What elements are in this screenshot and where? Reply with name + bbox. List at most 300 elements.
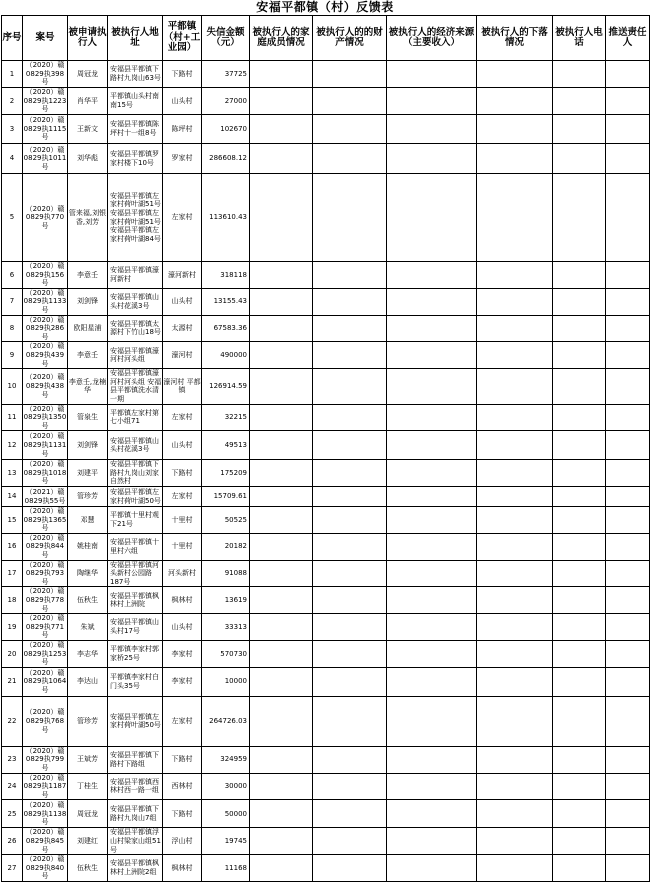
family-cell	[250, 533, 313, 560]
family-cell	[250, 746, 313, 773]
header-responsible: 推送责任人	[606, 16, 650, 61]
whereabouts-cell	[477, 640, 553, 667]
respondent-address: 安福县平都镇下路村下路组	[108, 746, 163, 773]
feedback-table	[1, 15, 650, 882]
property-cell	[313, 115, 387, 144]
table-row	[2, 773, 650, 800]
respondent-address: 安福县平都镇山头村17号	[108, 614, 163, 641]
table-row	[2, 61, 650, 88]
amount: 318118	[202, 262, 250, 289]
phone-cell	[553, 88, 606, 115]
respondent-name: 刘剑锋	[68, 431, 108, 460]
respondent-address: 安福县平都镇左家村荷叶湖50号	[108, 696, 163, 746]
income-cell	[387, 88, 477, 115]
income-cell	[387, 533, 477, 560]
whereabouts-cell	[477, 460, 553, 487]
responsible-cell	[606, 746, 650, 773]
case-number: （2020）赣0829执438号	[23, 369, 68, 404]
case-number: （2020）赣0829执1131号	[23, 431, 68, 460]
amount: 13619	[202, 587, 250, 614]
amount: 33313	[202, 614, 250, 641]
row-no: 11	[2, 404, 23, 431]
case-number: （2020）赣0829执398号	[23, 61, 68, 88]
header-no: 序号	[2, 16, 23, 61]
table-row	[2, 746, 650, 773]
whereabouts-cell	[477, 115, 553, 144]
row-no: 19	[2, 614, 23, 641]
family-cell	[250, 61, 313, 88]
case-number: （2020）赣0829执844号	[23, 533, 68, 560]
header-village: 平都镇（村+工业园）	[163, 16, 202, 61]
phone-cell	[553, 828, 606, 855]
phone-cell	[553, 696, 606, 746]
phone-cell	[553, 640, 606, 667]
respondent-name: 李志华	[68, 640, 108, 667]
responsible-cell	[606, 315, 650, 342]
respondent-address: 安福县平都镇枫林村上洲院	[108, 587, 163, 614]
amount: 113610.43	[202, 174, 250, 262]
income-cell	[387, 560, 477, 587]
row-no: 23	[2, 746, 23, 773]
village: 下路村	[163, 800, 202, 828]
respondent-address: 安福县平都镇陈坪村十一组8号	[108, 115, 163, 144]
respondent-name: 李意壬,龙楠华	[68, 369, 108, 404]
property-cell	[313, 507, 387, 534]
row-no: 6	[2, 262, 23, 289]
table-row	[2, 115, 650, 144]
table-row	[2, 369, 650, 404]
header-income: 被执行人的经济来源（主要收入）	[387, 16, 477, 61]
amount: 50525	[202, 507, 250, 534]
header-respondent: 被申请执行人	[68, 16, 108, 61]
family-cell	[250, 115, 313, 144]
header-row	[2, 16, 650, 61]
village: 左家村	[163, 404, 202, 431]
responsible-cell	[606, 587, 650, 614]
row-no: 1	[2, 61, 23, 88]
respondent-address: 安福县平都镇西林村西一路一组	[108, 773, 163, 800]
respondent-name: 陶继华	[68, 560, 108, 587]
income-cell	[387, 460, 477, 487]
respondent-address: 安福县平都镇山头村花溪3号	[108, 288, 163, 315]
case-number: （2020）赣0829执793号	[23, 560, 68, 587]
family-cell	[250, 369, 313, 404]
responsible-cell	[606, 640, 650, 667]
property-cell	[313, 369, 387, 404]
respondent-address: 安福县平都镇河头新村公园路187号	[108, 560, 163, 587]
respondent-name: 朱斌	[68, 614, 108, 641]
respondent-address: 平都镇李家村郭家桥25号	[108, 640, 163, 667]
responsible-cell	[606, 342, 650, 369]
village: 濠河村	[163, 342, 202, 369]
income-cell	[387, 61, 477, 88]
family-cell	[250, 800, 313, 828]
village: 下路村	[163, 61, 202, 88]
income-cell	[387, 315, 477, 342]
whereabouts-cell	[477, 828, 553, 855]
respondent-address: 安福县平都镇左家村荷叶湖51号 安福县平都镇左家村荷叶湖51号 安福县平都镇左家村荷叶湖84号	[108, 174, 163, 262]
respondent-name: 伍秋生	[68, 855, 108, 882]
family-cell	[250, 487, 313, 507]
village: 十里村	[163, 533, 202, 560]
village: 陈坪村	[163, 115, 202, 144]
amount: 49513	[202, 431, 250, 460]
income-cell	[387, 369, 477, 404]
whereabouts-cell	[477, 800, 553, 828]
row-no: 27	[2, 855, 23, 882]
amount: 126914.59	[202, 369, 250, 404]
respondent-address: 安福县平都镇左家村荷叶湖50号	[108, 487, 163, 507]
case-number: （2020）赣0829执845号	[23, 828, 68, 855]
income-cell	[387, 262, 477, 289]
table-row	[2, 533, 650, 560]
respondent-address: 安福县平都镇山头村花溪3号	[108, 431, 163, 460]
row-no: 24	[2, 773, 23, 800]
village: 西林村	[163, 773, 202, 800]
property-cell	[313, 828, 387, 855]
village: 李家村	[163, 667, 202, 696]
respondent-name: 丁桂生	[68, 773, 108, 800]
amount: 286608.12	[202, 144, 250, 174]
row-no: 8	[2, 315, 23, 342]
phone-cell	[553, 855, 606, 882]
row-no: 4	[2, 144, 23, 174]
table-row	[2, 288, 650, 315]
income-cell	[387, 115, 477, 144]
family-cell	[250, 315, 313, 342]
responsible-cell	[606, 288, 650, 315]
whereabouts-cell	[477, 144, 553, 174]
responsible-cell	[606, 460, 650, 487]
respondent-address: 平都镇十里村观下21号	[108, 507, 163, 534]
property-cell	[313, 560, 387, 587]
case-number: （2020）赣0829执1253号	[23, 640, 67, 667]
family-cell	[250, 460, 313, 487]
row-no: 9	[2, 342, 23, 369]
whereabouts-cell	[477, 533, 553, 560]
amount: 37725	[202, 61, 250, 88]
property-cell	[313, 667, 387, 696]
respondent-address: 平都镇左家村第七小组71	[108, 404, 163, 431]
property-cell	[313, 746, 387, 773]
responsible-cell	[606, 115, 650, 144]
income-cell	[387, 487, 477, 507]
whereabouts-cell	[477, 174, 553, 262]
responsible-cell	[606, 614, 650, 641]
row-no: 3	[2, 115, 23, 144]
property-cell	[313, 174, 387, 262]
case-number: （2020）赣0829执1011号	[23, 144, 68, 174]
respondent-address: 平都镇李家村白门头35号	[108, 667, 163, 696]
amount: 570730	[202, 640, 250, 667]
amount: 324959	[202, 746, 250, 773]
amount: 15709.61	[202, 487, 250, 507]
row-no: 13	[2, 460, 23, 487]
phone-cell	[553, 144, 606, 174]
respondent-name: 管珍芳	[68, 696, 108, 746]
phone-cell	[553, 288, 606, 315]
property-cell	[313, 144, 387, 174]
phone-cell	[553, 315, 606, 342]
responsible-cell	[606, 61, 650, 88]
property-cell	[313, 587, 387, 614]
amount: 20182	[202, 533, 250, 560]
respondent-name: 姚桂南	[68, 533, 108, 560]
property-cell	[313, 487, 387, 507]
phone-cell	[553, 800, 606, 828]
row-no: 15	[2, 507, 23, 534]
phone-cell	[553, 746, 606, 773]
case-number: （2020）赣0829执778号	[23, 587, 68, 614]
row-no: 26	[2, 828, 23, 855]
whereabouts-cell	[477, 369, 553, 404]
amount: 50000	[202, 800, 250, 828]
responsible-cell	[606, 828, 650, 855]
table-row	[2, 460, 650, 487]
phone-cell	[553, 560, 606, 587]
whereabouts-cell	[477, 342, 553, 369]
case-number: （2020）赣0829执1223号	[23, 88, 67, 114]
phone-cell	[553, 262, 606, 289]
header-property: 被执行人的的财产情况	[313, 16, 387, 61]
respondent-name: 周冠龙	[68, 800, 108, 828]
responsible-cell	[606, 431, 650, 460]
amount: 102670	[202, 115, 250, 144]
whereabouts-cell	[477, 746, 553, 773]
responsible-cell	[606, 144, 650, 174]
family-cell	[250, 855, 313, 882]
amount: 11168	[202, 855, 250, 882]
case-number: （2021）赣0829执55号	[23, 487, 68, 507]
table-row	[2, 315, 650, 342]
table-row	[2, 88, 650, 115]
property-cell	[313, 855, 387, 882]
case-number: （2020）赣0829执768号	[23, 696, 68, 746]
phone-cell	[553, 487, 606, 507]
village: 下路村	[163, 746, 202, 773]
family-cell	[250, 144, 313, 174]
table-row	[2, 431, 650, 460]
case-number: （2020）赣0829执1138号	[23, 800, 67, 827]
header-address: 被执行人地址	[108, 16, 163, 61]
family-cell	[250, 342, 313, 369]
row-no: 18	[2, 587, 23, 614]
income-cell	[387, 587, 477, 614]
responsible-cell	[606, 667, 650, 696]
whereabouts-cell	[477, 614, 553, 641]
phone-cell	[553, 369, 606, 404]
whereabouts-cell	[477, 262, 553, 289]
row-no: 21	[2, 667, 23, 696]
responsible-cell	[606, 174, 650, 262]
case-number: （2020）赣0829执1115号	[23, 115, 68, 144]
responsible-cell	[606, 696, 650, 746]
amount: 30000	[202, 773, 250, 800]
responsible-cell	[606, 800, 650, 828]
property-cell	[313, 342, 387, 369]
phone-cell	[553, 614, 606, 641]
respondent-address: 安福县平都镇浮山村梁家山组51号	[108, 828, 163, 855]
respondent-name: 邓慧	[68, 507, 108, 534]
row-no: 2	[2, 88, 23, 115]
family-cell	[250, 404, 313, 431]
row-no: 12	[2, 431, 23, 460]
amount: 67583.36	[202, 315, 250, 342]
case-number: （2020）赣0829执1133号	[23, 288, 67, 314]
case-number: （2020）赣0829执1018号	[23, 460, 67, 486]
whereabouts-cell	[477, 88, 553, 115]
respondent-name: 欧阳星浦	[68, 315, 108, 342]
whereabouts-cell	[477, 560, 553, 587]
village: 山头村	[163, 431, 202, 460]
responsible-cell	[606, 560, 650, 587]
village: 太源村	[163, 315, 202, 342]
whereabouts-cell	[477, 696, 553, 746]
table-row	[2, 487, 650, 507]
responsible-cell	[606, 88, 650, 115]
amount: 490000	[202, 342, 250, 369]
village: 濠河村 平都镇	[163, 369, 202, 404]
responsible-cell	[606, 773, 650, 800]
income-cell	[387, 667, 477, 696]
income-cell	[387, 855, 477, 882]
amount: 19745	[202, 828, 250, 855]
income-cell	[387, 800, 477, 828]
amount: 91088	[202, 560, 250, 587]
row-no: 5	[2, 174, 23, 262]
whereabouts-cell	[477, 855, 553, 882]
whereabouts-cell	[477, 487, 553, 507]
responsible-cell	[606, 855, 650, 882]
table-row	[2, 262, 650, 289]
table-row	[2, 640, 650, 667]
respondent-name: 管来福,刘银香,刘芳	[68, 174, 108, 262]
property-cell	[313, 800, 387, 828]
property-cell	[313, 533, 387, 560]
table-row	[2, 174, 650, 262]
village: 左家村	[163, 696, 202, 746]
responsible-cell	[606, 487, 650, 507]
family-cell	[250, 828, 313, 855]
income-cell	[387, 640, 477, 667]
header-family: 被执行人的家庭成员情况	[250, 16, 313, 61]
responsible-cell	[606, 369, 650, 404]
phone-cell	[553, 115, 606, 144]
family-cell	[250, 773, 313, 800]
respondent-address: 安福县平都镇十里村六组	[108, 533, 163, 560]
table-row	[2, 614, 650, 641]
village: 河头新村	[163, 560, 202, 587]
property-cell	[313, 431, 387, 460]
respondent-address: 安福县平都镇下路村九岗山7组	[108, 800, 163, 828]
respondent-name: 李达山	[68, 667, 108, 696]
property-cell	[313, 88, 387, 115]
respondent-address: 安福县平都镇濠河村河头组 安福县平都镇洗水清一期	[108, 369, 163, 404]
village: 下路村	[163, 460, 202, 487]
table-row	[2, 560, 650, 587]
phone-cell	[553, 342, 606, 369]
sheet-title: 安福平都镇（村）反馈表	[256, 0, 394, 14]
respondent-name: 李意壬	[68, 342, 108, 369]
case-number: （2020）赣0829执439号	[23, 342, 68, 369]
respondent-name: 刘建红	[68, 828, 108, 855]
table-row	[2, 800, 650, 828]
row-no: 17	[2, 560, 23, 587]
table-row	[2, 667, 650, 696]
phone-cell	[553, 174, 606, 262]
whereabouts-cell	[477, 507, 553, 534]
row-no: 16	[2, 533, 23, 560]
income-cell	[387, 614, 477, 641]
table-row	[2, 828, 650, 855]
property-cell	[313, 460, 387, 487]
village: 左家村	[163, 487, 202, 507]
phone-cell	[553, 61, 606, 88]
phone-cell	[553, 507, 606, 534]
respondent-address: 安福县平都镇太源村下竹山18号	[108, 315, 163, 342]
income-cell	[387, 828, 477, 855]
amount: 175209	[202, 460, 250, 487]
income-cell	[387, 773, 477, 800]
family-cell	[250, 587, 313, 614]
family-cell	[250, 696, 313, 746]
table-row	[2, 342, 650, 369]
phone-cell	[553, 587, 606, 614]
header-amount: 失信金额（元）	[202, 16, 250, 61]
phone-cell	[553, 533, 606, 560]
case-number: （2020）赣0829执770号	[23, 174, 68, 262]
responsible-cell	[606, 262, 650, 289]
property-cell	[313, 404, 387, 431]
row-no: 25	[2, 800, 23, 828]
respondent-name: 王斌芳	[68, 746, 108, 773]
whereabouts-cell	[477, 288, 553, 315]
respondent-address: 安福县平都镇濠河新村	[108, 262, 163, 289]
income-cell	[387, 431, 477, 460]
village: 枫林村	[163, 587, 202, 614]
property-cell	[313, 288, 387, 315]
whereabouts-cell	[477, 587, 553, 614]
family-cell	[250, 174, 313, 262]
phone-cell	[553, 431, 606, 460]
respondent-address: 平都镇山头村南南15号	[108, 88, 163, 115]
respondent-name: 刘剑锋	[68, 288, 108, 315]
property-cell	[313, 614, 387, 641]
respondent-address: 安福县平都镇枫林村上洲院2组	[108, 855, 163, 882]
row-no: 14	[2, 487, 23, 507]
table-row	[2, 507, 650, 534]
whereabouts-cell	[477, 667, 553, 696]
amount: 27000	[202, 88, 250, 115]
row-no: 7	[2, 288, 23, 315]
income-cell	[387, 174, 477, 262]
case-number: （2020）赣0829执1064号	[23, 667, 68, 696]
income-cell	[387, 144, 477, 174]
income-cell	[387, 288, 477, 315]
responsible-cell	[606, 533, 650, 560]
whereabouts-cell	[477, 773, 553, 800]
phone-cell	[553, 460, 606, 487]
respondent-address: 安福县平都镇下路村九岗山刘家自然村	[108, 460, 163, 487]
whereabouts-cell	[477, 404, 553, 431]
respondent-name: 肖华平	[68, 88, 108, 115]
respondent-name: 刘建平	[68, 460, 108, 487]
amount: 10000	[202, 667, 250, 696]
village: 濠河新村	[163, 262, 202, 289]
respondent-name: 管珍芳	[68, 487, 108, 507]
family-cell	[250, 560, 313, 587]
phone-cell	[553, 773, 606, 800]
